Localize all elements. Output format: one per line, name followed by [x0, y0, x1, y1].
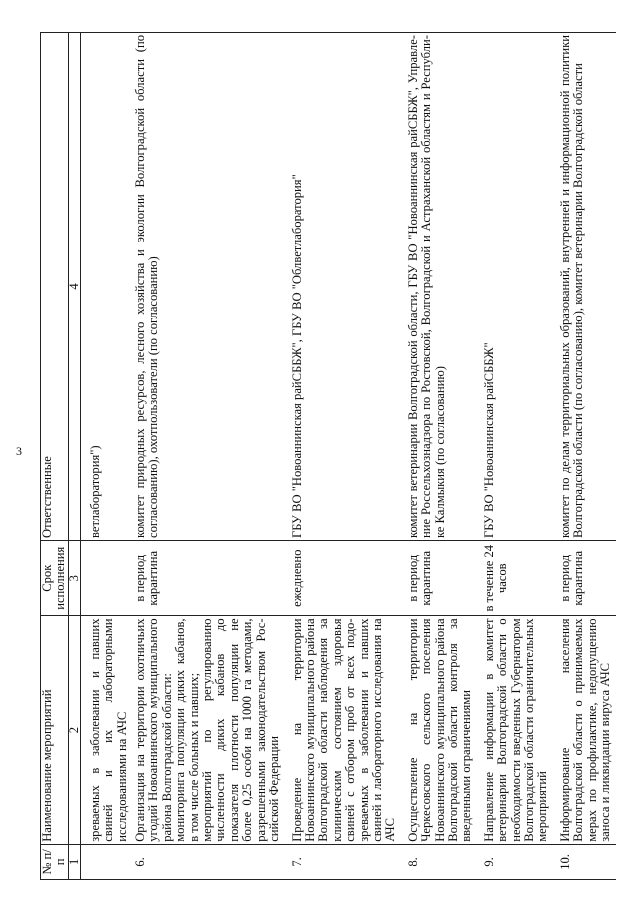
activity-cell: зреваемых в заболевании и павших свиней и их лабораторными исследованиями на АЧС — [87, 616, 129, 844]
table-row — [554, 33, 617, 880]
activity-paragraph: Информирование населения Волгоградской области о принимаемых мерах по профилактике, недопущению заноса и ликвидации вируса АЧС — [557, 618, 613, 842]
responsible-cell: ветлаборатория") — [87, 33, 129, 541]
table-row — [478, 33, 554, 880]
column-number: 3 — [68, 541, 80, 616]
rotated-page — [40, 20, 613, 890]
deadline-cell: в период карантина — [554, 541, 617, 616]
responsible-cell: комитет ветеринарии Волгоградской области, ГБУ ВО "Новоаннинская райСББЖ", Управление Россельхознадзора по Ростовской, Волгоградской и Астраханской областям и Республике Калмыкия (по согласованию) — [402, 33, 478, 541]
row-number: 10. — [554, 844, 617, 879]
measures-table — [40, 32, 616, 880]
table-row — [402, 33, 478, 880]
activity-paragraph: Проведение на территории Новоаннинского муниципального района Волгоградской области наблюдения за клиническим состоянием здоровья свиней с отбором проб от всех подозреваемых в заболевании и павших свиней и лабораторного исследования на АЧС — [289, 618, 398, 842]
responsible-cell: комитет по делам территориальных образований, внутренней и информационной политики Волгоградской области (по согласованию), комитет ветеринарии Волгоградской области — [554, 33, 617, 541]
header-deadline: Срок исполнения — [41, 541, 69, 616]
responsible-cell: ГБУ ВО "Новоаннинская райСББЖ" — [478, 33, 554, 541]
column-number: 4 — [68, 33, 80, 541]
activity-paragraph: мониторинга популяции диких кабанов, в том числе больных и павших; — [173, 618, 201, 842]
activity-paragraph: Направление информации в комитет ветеринарии Волгоградской области о необходимости введенных Губернатором Волгоградской области ограничительных мероприятий — [481, 618, 550, 842]
column-number-row — [68, 33, 80, 880]
responsible-cell: ГБУ ВО "Новоаннинская райСББЖ", ГБУ ВО "Облветлаборатория" — [286, 33, 402, 541]
table-row — [129, 33, 285, 880]
row-number: 6. — [129, 844, 285, 879]
activity-cell — [286, 616, 402, 844]
column-number: 1 — [68, 844, 80, 879]
table-row — [286, 33, 402, 880]
table-row-continued — [87, 33, 129, 880]
activity-cell — [478, 616, 554, 844]
table-header-row — [41, 33, 69, 880]
deadline-cell: ежедневно — [286, 541, 402, 616]
activity-paragraph: мероприятий по регулированию численности диких кабанов до показателя плотности популяции не более 0,25 особи на 1000 га методами, разрешенными законодательством Российской Федерации — [200, 618, 282, 842]
row-number: 8. — [402, 844, 478, 879]
activity-paragraph: Осуществление на территории Черкесовского сельского поселения Новоаннинского муниципального района Волгоградской области контроля за введенными ограничениями — [405, 618, 474, 842]
responsible-cell: комитет природных ресурсов, лесного хозяйства и экологии Волгоградской области (по согласованию), охотпользователи (по согласованию) — [129, 33, 285, 541]
deadline-cell: в период карантина — [402, 541, 478, 616]
activity-cell — [402, 616, 478, 844]
row-number: 7. — [286, 844, 402, 879]
page-number: 3 — [16, 444, 22, 458]
header-number: № п/п — [41, 844, 69, 879]
activity-paragraph: Организация на территории охотничьих угодий Новоаннинского муниципального района Волгоградской области: — [133, 618, 174, 842]
activity-cell — [129, 616, 285, 844]
row-number: 9. — [478, 844, 554, 879]
header-responsible: Ответственные — [41, 33, 69, 541]
activity-cell — [554, 616, 617, 844]
column-number: 2 — [68, 616, 80, 844]
deadline-cell: в течение 24 часов — [478, 541, 554, 616]
header-activity: Наименование мероприятий — [41, 616, 69, 844]
deadline-cell: в период карантина — [129, 541, 285, 616]
